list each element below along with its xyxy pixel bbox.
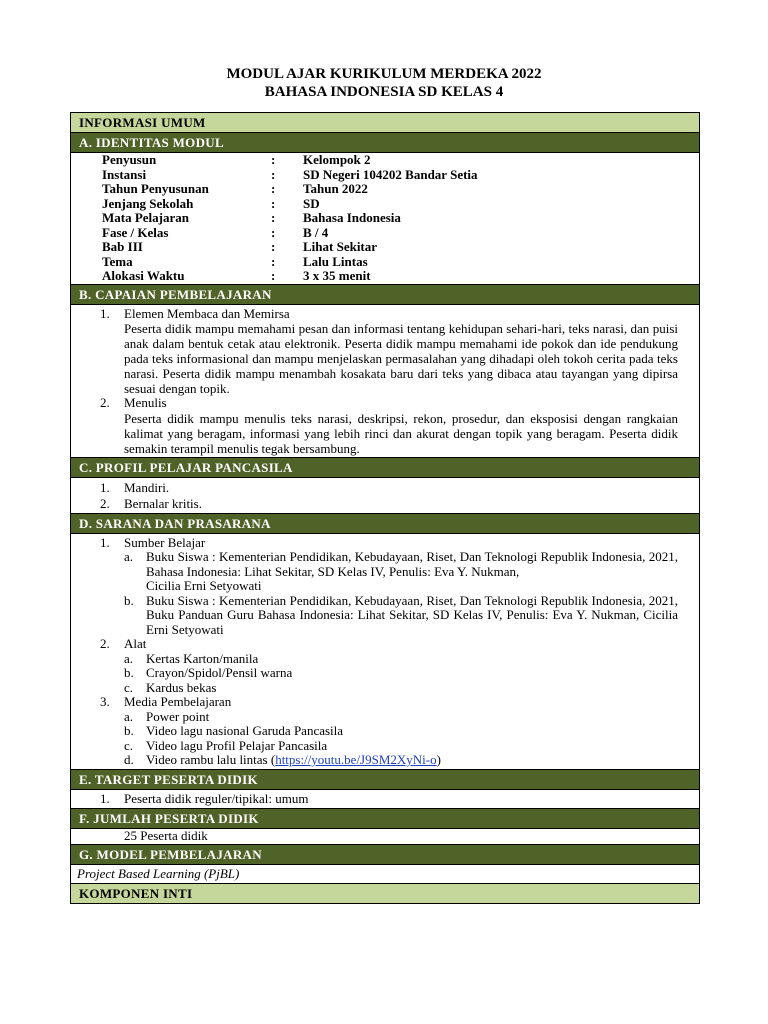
capaian-item-title: Menulis xyxy=(124,395,167,410)
identitas-row xyxy=(71,255,699,270)
identitas-key: Mata Pelajaran xyxy=(102,210,190,225)
identitas-key: Instansi xyxy=(102,166,147,182)
identitas-row xyxy=(71,211,699,226)
media-item xyxy=(71,753,699,768)
sarana-section xyxy=(71,534,699,770)
list-letter: c. xyxy=(124,679,134,695)
sarana-item xyxy=(71,536,699,551)
target-text: Peserta didik reguler/tipikal: umum xyxy=(124,790,309,806)
alat-text: Crayon/Spidol/Pensil warna xyxy=(146,665,293,680)
identitas-sep: : xyxy=(271,166,276,182)
list-letter: a. xyxy=(124,549,134,564)
list-letter: a. xyxy=(124,650,134,666)
identitas-row xyxy=(71,153,699,168)
identitas-sep: : xyxy=(271,152,276,167)
list-letter: a. xyxy=(124,708,134,724)
model-section xyxy=(71,865,699,885)
identitas-key: Jenjang Sekolah xyxy=(102,195,194,211)
alat-text: Kardus bekas xyxy=(146,679,217,695)
identitas-row xyxy=(71,226,699,241)
identitas-sep: : xyxy=(271,239,276,254)
identitas-value: Tahun 2022 xyxy=(303,181,368,196)
list-number: 1. xyxy=(100,305,110,321)
capaian-paragraph: Peserta didik mampu memahami pesan dan informasi tentang kehidupan sehari-hari, teks narasi, dan puisi anak dalam bentuk cetak atau elektronik. Peserta didik mampu memahami ide pokok dan ide pendukung pada teks informasional dan mampu menjelaskan permasalahan yang dihadapi oleh tokoh cerita pada teks narasi. Peserta didik mampu menambah kosakata baru dari teks yang dibaca atau tayangan yang dipirsa sesuai dengan topik. xyxy=(124,321,678,396)
sarana-item xyxy=(71,637,699,652)
identitas-key: Tahun Penyusunan xyxy=(102,181,209,196)
identitas-row xyxy=(71,269,699,284)
list-number: 2. xyxy=(100,636,110,651)
identitas-value: Bahasa Indonesia xyxy=(303,210,401,225)
sarana-item xyxy=(71,695,699,710)
list-letter: d. xyxy=(124,752,134,767)
header-komponen-inti: KOMPONEN INTI xyxy=(71,884,699,903)
identitas-key: Fase / Kelas xyxy=(102,224,169,240)
profil-item-text: Bernalar kritis. xyxy=(124,495,202,511)
document-title-line2: BAHASA INDONESIA SD KELAS 4 xyxy=(264,84,504,100)
list-letter: b. xyxy=(124,592,134,608)
alat-item xyxy=(71,652,699,667)
alat-text: Kertas Karton/manila xyxy=(146,650,259,666)
identitas-value: SD xyxy=(303,195,320,211)
target-section xyxy=(71,790,699,810)
identitas-value: SD Negeri 104202 Bandar Setia xyxy=(303,166,478,182)
media-d-text: Video rambu lalu lintas ( xyxy=(146,752,276,767)
sumber-text-cont: Cicilia Erni Setyowati xyxy=(146,578,262,593)
media-d-close: ) xyxy=(436,752,441,767)
header-sarana-prasarana: D. SARANA DAN PRASARANA xyxy=(71,514,699,534)
header-identitas-modul: A. IDENTITAS MODUL xyxy=(71,133,699,153)
video-link[interactable]: https://youtu.be/J9SM2XyNi-o xyxy=(275,752,437,767)
identitas-sep: : xyxy=(271,181,276,196)
sarana-item-title: Sumber Belajar xyxy=(124,534,206,550)
identitas-value: Kelompok 2 xyxy=(303,152,371,167)
identitas-sep: : xyxy=(271,224,276,240)
list-number: 2. xyxy=(100,495,110,511)
identitas-sep: : xyxy=(271,268,276,283)
profil-item xyxy=(71,480,699,496)
header-model-pembelajaran: G. MODEL PEMBELAJARAN xyxy=(71,845,699,865)
list-number: 2. xyxy=(100,395,110,410)
identitas-key: Bab III xyxy=(102,239,143,254)
media-item xyxy=(71,739,699,754)
identitas-row xyxy=(71,240,699,255)
jumlah-section xyxy=(71,829,699,845)
identitas-row xyxy=(71,197,699,212)
sarana-item-title: Media Pembelajaran xyxy=(124,694,232,709)
list-number: 1. xyxy=(100,534,110,550)
identitas-row xyxy=(71,182,699,197)
sumber-item-cont xyxy=(71,579,699,594)
list-number: 1. xyxy=(100,479,110,495)
sumber-text: Buku Siswa : Kementerian Pendidikan, Kebudayaan, Riset, Dan Teknologi Republik Indonesia, 2021, Buku Panduan Guru Bahasa Indonesia: Lihat Sekitar, SD Kelas IV, Penulis: Eva Y. Nukman, Cicilia Erni Setyowati xyxy=(146,592,678,637)
identitas-key: Tema xyxy=(102,253,133,269)
media-text: Video lagu Profil Pelajar Pancasila xyxy=(146,737,328,753)
header-target-peserta: E. TARGET PESERTA DIDIK xyxy=(71,770,699,790)
module-table xyxy=(70,112,700,904)
identitas-sep: : xyxy=(271,210,276,225)
media-item xyxy=(71,724,699,739)
capaian-item-title: Elemen Membaca dan Memirsa xyxy=(124,305,290,321)
profil-item-text: Mandiri. xyxy=(124,479,170,495)
identitas-row xyxy=(71,168,699,183)
capaian-section xyxy=(71,305,699,458)
identitas-sep: : xyxy=(271,195,276,211)
identitas-value: Lihat Sekitar xyxy=(303,239,378,254)
identitas-value: 3 x 35 menit xyxy=(303,268,371,283)
identitas-key: Alokasi Waktu xyxy=(102,268,185,283)
capaian-paragraph: Peserta didik mampu menulis teks narasi, deskripsi, rekon, prosedur, dan eksposisi dengan rangkaian kalimat yang beragam, informasi yang lebih rinci dan akurat dengan topik yang beragam. Peserta didik semakin terampil menulis tegak bersambung. xyxy=(124,410,678,456)
sumber-item xyxy=(71,550,699,579)
document-title-line1: MODUL AJAR KURIKULUM MERDEKA 2022 xyxy=(226,66,542,82)
list-letter: b. xyxy=(124,723,134,738)
media-text xyxy=(146,753,699,768)
target-item xyxy=(71,792,699,807)
identitas-value: Lalu Lintas xyxy=(303,253,368,269)
jumlah-text: 25 Peserta didik xyxy=(124,828,208,843)
media-text: Power point xyxy=(146,708,210,724)
sarana-item-title: Alat xyxy=(124,636,147,651)
header-capaian-pembelajaran: B. CAPAIAN PEMBELAJARAN xyxy=(71,285,699,305)
list-letter: b. xyxy=(124,665,134,680)
header-informasi-umum: INFORMASI UMUM xyxy=(71,113,699,133)
identitas-key: Penyusun xyxy=(102,152,157,167)
capaian-item xyxy=(71,307,699,322)
alat-item xyxy=(71,666,699,681)
media-text: Video lagu nasional Garuda Pancasila xyxy=(146,723,344,738)
profil-item xyxy=(71,496,699,512)
alat-item xyxy=(71,681,699,696)
model-text: Project Based Learning (PjBL) xyxy=(77,865,240,881)
capaian-item xyxy=(71,396,699,411)
identitas-value: B / 4 xyxy=(303,224,329,240)
identitas-section xyxy=(71,153,699,285)
sumber-item xyxy=(71,594,699,638)
sumber-text: Buku Siswa : Kementerian Pendidikan, Kebudayaan, Riset, Dan Teknologi Republik Indonesia, 2021, Bahasa Indonesia: Lihat Sekitar, SD Kelas IV, Penulis: Eva Y. Nukman, xyxy=(146,549,678,579)
profil-section xyxy=(71,478,699,514)
header-profil-pelajar: C. PROFIL PELAJAR PANCASILA xyxy=(71,458,699,478)
identitas-sep: : xyxy=(271,253,276,269)
list-letter: c. xyxy=(124,737,134,753)
list-number: 1. xyxy=(100,790,110,806)
media-item xyxy=(71,710,699,725)
list-number: 3. xyxy=(100,694,110,709)
header-jumlah-peserta: F. JUMLAH PESERTA DIDIK xyxy=(71,809,699,829)
